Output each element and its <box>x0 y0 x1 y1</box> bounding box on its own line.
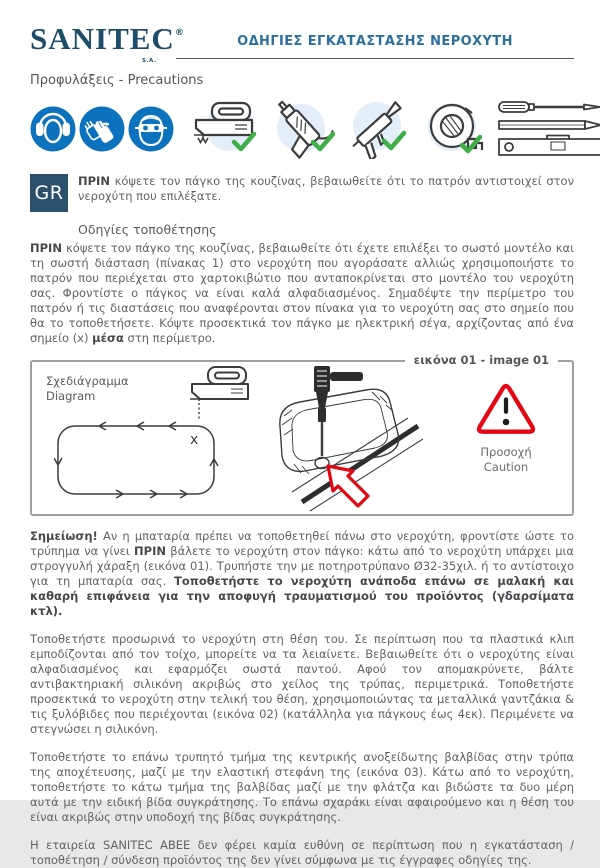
disclaimer: Η εταιρεία SANITEC ΑΒΕΕ δεν φέρει καμία ευθύνη σε περίπτωση που η εγκατάσταση / τοποθέτηση / σύνδεση προϊόντος της δεν γίνει σύμφωνα με τις έγγραφες οδηγίες της. <box>30 838 574 867</box>
title-block <box>176 24 574 59</box>
language-note <box>30 174 574 212</box>
protective-gloves-icon <box>79 106 125 152</box>
caution-sign <box>446 382 566 475</box>
ear-protection-icon <box>30 106 76 152</box>
language-badge: GR <box>30 174 68 212</box>
logo-sa-suffix: S.A. <box>142 58 157 64</box>
sink-drilling-illustration <box>258 364 423 516</box>
logo-text: SANITEC <box>30 21 175 56</box>
jigsaw-illustration <box>184 364 256 426</box>
red-arrow-pointer <box>328 466 368 506</box>
paragraph-cutting: ΠΡΙΝ κόψετε τον πάγκο της κουζίνας, βεβαιωθείτε ότι έχετε επιλέξει το σωστό μοντέλο και τη σωστή διάσταση (πίνακας 1) στο νεροχύτη που αγοράσατε αλλιώς χρησιμοποιήστε το πατρόν που περιέχεται στο χαρτοκιβώτιο που ανταποκρίνεται στο μοντέλο του νεροχύτη σας. Φροντίστε ο πάγκος να είναι καλά αλφαδιασμένος. Σημαδέψτε την περίμετρο του πατρόν ή τις διαστάσεις που αναφέρονται στον πίνακα για το νεροχύτη σας στο σημείο που θα το τοποθετήσετε. Κόψτε προσεκτικά τον πάγκο με ηλεκτρική σέγα, αρχίζοντας από ένα σημείο (x) μέσα στη περίμετρο. <box>30 241 574 345</box>
sanitec-logo <box>30 21 184 64</box>
page-title: ΟΔΗΓΙΕΣ ΕΓΚΑΤΑΣΤΑΣΗΣ ΝΕΡΟΧΥΤΗ <box>237 34 513 49</box>
paragraph-valve: Τοποθετήστε το επάνω τρυπητό τμήμα της κεντρικής ανοξείδωτης βαλβίδας στην τρύπα της αποχέτευσης, μαζί με την ελαστική στεφάνη της (εικόνα 03). Κάτω από το νεροχύτη, τοποθετήστε το κάτω τμήμα της βαλβίδας μαζί με την φλάτζα και βιδώστε τα δυο μέρη αυτά με την ειδική βίδα συγκράτησης. Το επάνω σχαράκι είναι αφαιρούμενο και η θέση του είναι ακριβώς στην υποδοχή της βίδας συγκράτησης. <box>30 750 574 824</box>
tape-measure-icon <box>422 99 488 159</box>
diagram-label: Σχεδιάγραμμα Diagram <box>46 374 129 403</box>
registered-mark: ® <box>174 28 184 38</box>
cut-start-mark: x <box>190 432 199 448</box>
language-note-text: ΠΡΙΝ κόψετε τον πάγκο της κουζίνας, βεβαιωθείτε ότι το πατρόν αντιστοιχεί στον νεροχύτη που επιλέξατε. <box>78 174 574 203</box>
caulk-gun-icon <box>344 99 414 159</box>
header-rule <box>176 58 574 59</box>
precautions-icons-row <box>30 97 574 161</box>
caution-caption: Προσοχή Caution <box>480 445 532 474</box>
paragraph-note: Σημείωση! Αν η μπαταρία πρέπει να τοποθετηθεί πάνω στο νεροχύτη, φροντίστε ώστε το τρύπημα να γίνει ΠΡΙΝ βάλετε το νεροχύτη στον πάγκο: κάτω από το νεροχύτη υπάρχει μια στρογγυλή χάραξη (εικόνα 01). Τρυπήστε την με ποτηροτρύπανο Ø32-35χιλ. ή το αντίστοιχο για τη μπαταρία σας. Τοποθετήστε το νεροχύτη ανάποδα επάνω σε μαλακή και καθαρή επιφάνεια για την αποφυγή τραυματισμού του προϊόντος (γδαρσίματα κτλ). <box>30 529 575 618</box>
jigsaw-icon <box>188 100 260 158</box>
warning-triangle-icon <box>476 382 536 436</box>
paragraph-placement: Τοποθετήστε προσωρινά το νεροχύτη στη θέση του. Σε περίπτωση που τα πλαστικά κλιπ εμποδίζονται από τον τοίχο, μπορείτε να τα λειαίνετε. Βεβαιωθείτε ότι ο νεροχύτης είναι αλφαδιασμένος και εφαρμόζει σωστά παντού. Αφού τον απομακρύνετε, βάλτε αντιβακτηριακή σιλικόνη ακριβώς στο χείλος της τρύπας, περιμετρικά. Τοποθετήστε προσεκτικά το νεροχύτη στην τελική του θέση, χρησιμοποιώντας τα μεταλλικά γαντζάκια & τις ξυλόβιδες που περιέχονται (εικόνα 02) (κατάλληλα για πάγκους έως 4εκ). Περιμένετε να στεγνώσει η σιλικόνη. <box>30 632 574 736</box>
screwdriver-pencil-level-icon <box>497 99 600 159</box>
precautions-heading: Προφυλάξεις - Precautions <box>30 73 204 88</box>
header <box>30 21 574 64</box>
face-protection-icon <box>128 106 174 152</box>
figure-01-box <box>30 353 574 516</box>
cutting-path-diagram <box>54 418 226 508</box>
drill-icon <box>268 99 338 159</box>
figure-tag: εικόνα 01 - image 01 <box>405 353 558 368</box>
instructions-heading: Οδηγίες τοποθέτησης <box>78 222 217 237</box>
